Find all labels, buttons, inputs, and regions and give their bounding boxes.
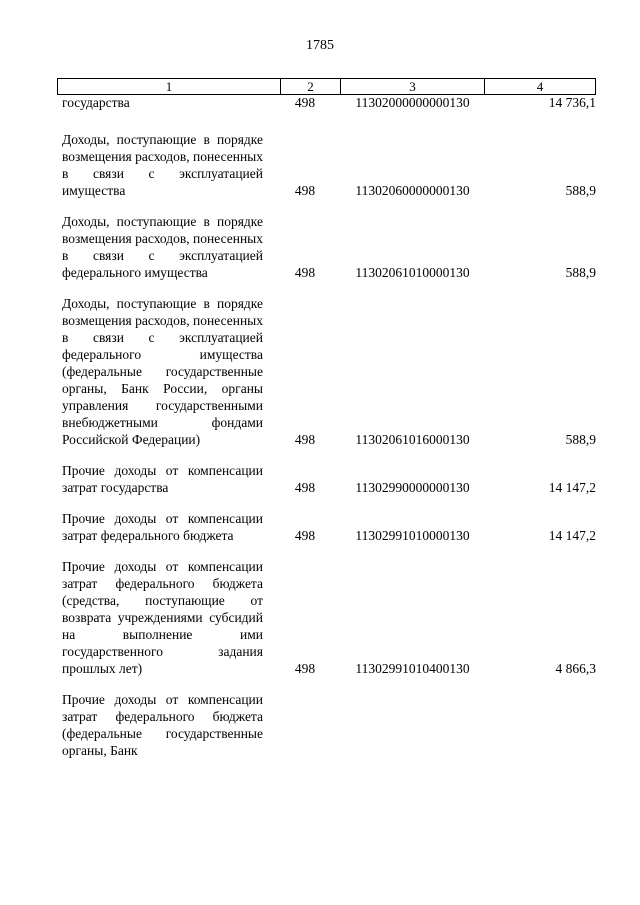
row-code: 498 [294,432,316,447]
table-row [62,213,596,281]
table-row [62,462,596,496]
row-name: Прочие доходы от компенсации затрат федерального бюджета (федеральные государственные органы, Банк [62,692,263,758]
row-amount: 14 147,2 [548,528,596,543]
row-code: 498 [294,661,316,676]
table-row [62,94,596,111]
table-row [62,131,596,199]
table-row [62,691,596,759]
row-kbk: 11302990000000130 [355,480,470,495]
row-name: Доходы, поступающие в порядке возмещения расходов, понесенных в связи с эксплуатацией федерального имущества [62,214,263,280]
page-number: 1785 [306,38,334,53]
header-col-2: 2 [281,79,341,94]
row-code: 498 [294,480,316,495]
row-name: Прочие доходы от компенсации затрат федерального бюджета (средства, поступающие от возврата учреждениями субсидий на выполнение ими государственного задания прошлых лет) [62,559,263,676]
table-header [57,78,596,95]
row-kbk: 11302060000000130 [355,183,470,198]
row-kbk: 11302991010000130 [355,528,470,543]
row-kbk: 11302061016000130 [355,432,470,447]
row-name: Прочие доходы от компенсации затрат федерального бюджета [62,511,263,543]
row-code: 498 [294,95,316,110]
header-col-3: 3 [341,79,485,94]
row-kbk: 11302991010400130 [355,661,470,676]
row-amount: 588,9 [565,183,596,198]
row-amount: 588,9 [565,432,596,447]
table-row [62,510,596,544]
header-col-1: 1 [58,79,281,94]
row-code: 498 [294,528,316,543]
row-name: государства [62,95,130,110]
row-code: 498 [294,183,316,198]
row-kbk: 11302061010000130 [355,265,470,280]
row-amount: 4 866,3 [555,661,596,676]
row-amount: 14 147,2 [548,480,596,495]
table-row [62,558,596,677]
row-kbk: 11302000000000130 [355,95,470,110]
header-col-4: 4 [536,79,544,94]
row-amount: 588,9 [565,265,596,280]
row-code: 498 [294,265,316,280]
row-name: Прочие доходы от компенсации затрат государства [62,463,263,495]
row-name: Доходы, поступающие в порядке возмещения расходов, понесенных в связи с эксплуатацией имущества [62,132,263,198]
table-body [62,94,596,773]
table-row [62,295,596,448]
row-name: Доходы, поступающие в порядке возмещения расходов, понесенных в связи с эксплуатацией федерального имущества (федеральные государственные органы, Банк России, органы управления государственными внебюджетными фондами Российской Федерации) [62,296,263,447]
row-amount: 14 736,1 [548,95,596,110]
